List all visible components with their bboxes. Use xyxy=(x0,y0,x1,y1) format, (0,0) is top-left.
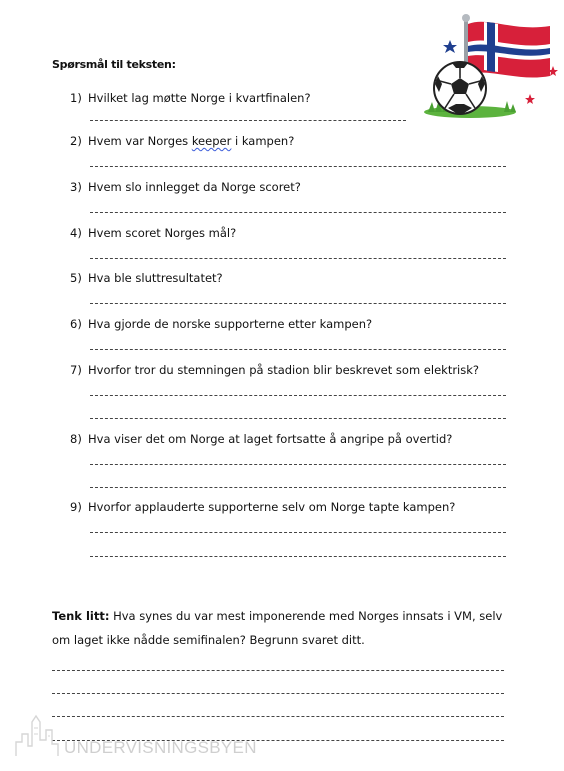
think-label: Tenk litt: xyxy=(52,609,110,623)
brand-watermark: UNDERVISNINGSBYEN xyxy=(64,738,257,757)
answer-line[interactable] xyxy=(52,716,504,717)
answer-line[interactable] xyxy=(90,395,506,396)
question-2: 2) Hvem var Norges keeper i kampen? xyxy=(70,134,295,148)
answer-line[interactable] xyxy=(90,556,506,557)
answer-line[interactable] xyxy=(90,212,506,213)
question-5: 5) Hva ble sluttresultatet? xyxy=(70,271,223,285)
star-icon xyxy=(525,94,535,104)
norway-flag-football-illustration xyxy=(418,12,558,122)
answer-line[interactable] xyxy=(90,418,506,419)
answer-line[interactable] xyxy=(90,532,506,533)
question-4: 4) Hvem scoret Norges mål? xyxy=(70,226,237,240)
answer-line[interactable] xyxy=(90,120,406,121)
question-9: 9) Hvorfor applauderte supporterne selv om Norge tapte kampen? xyxy=(70,500,456,514)
question-1: 1) Hvilket lag møtte Norge i kvartfinalen? xyxy=(70,91,311,105)
soccer-ball-icon xyxy=(434,62,486,114)
question-3: 3) Hvem slo innlegget da Norge scoret? xyxy=(70,180,301,194)
city-skyline-icon xyxy=(14,712,64,758)
answer-line[interactable] xyxy=(90,166,506,167)
spellcheck-word: keeper xyxy=(191,134,232,148)
question-8: 8) Hva viser det om Norge at laget fortsatte å angripe på overtid? xyxy=(70,432,453,446)
worksheet-heading: Spørsmål til teksten: xyxy=(52,58,176,71)
answer-line[interactable] xyxy=(90,349,506,350)
question-7: 7) Hvorfor tror du stemningen på stadion blir beskrevet som elektrisk? xyxy=(70,363,479,377)
answer-line[interactable] xyxy=(52,693,504,694)
answer-line[interactable] xyxy=(90,487,506,488)
think-prompt xyxy=(52,604,512,652)
answer-line[interactable] xyxy=(52,670,504,671)
think-text: Hva synes du var mest imponerende med Norges innsats i VM, selv om laget ikke nådde semifinalen? Begrunn svaret ditt. xyxy=(52,609,503,647)
star-icon xyxy=(443,40,457,53)
answer-line[interactable] xyxy=(90,303,506,304)
answer-line[interactable] xyxy=(90,258,506,259)
answer-line[interactable] xyxy=(90,464,506,465)
question-6: 6) Hva gjorde de norske supporterne etter kampen? xyxy=(70,317,373,331)
